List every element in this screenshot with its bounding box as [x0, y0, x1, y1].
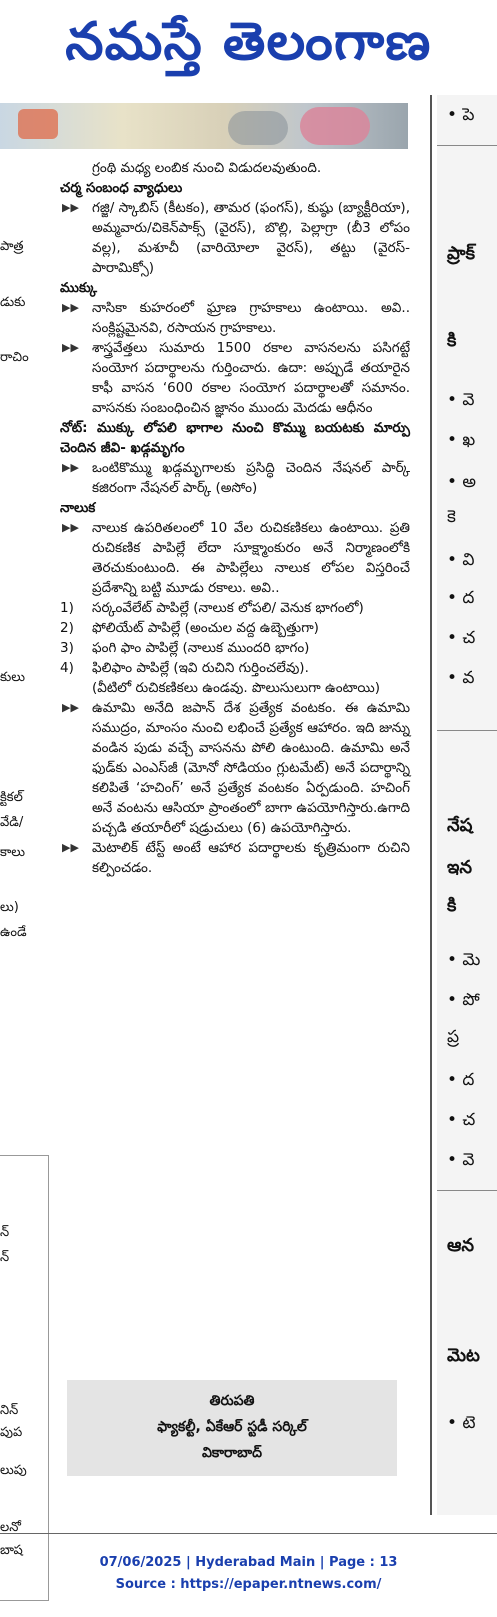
cut-off-text: • వె — [447, 390, 475, 410]
cut-off-text: పాత్ర — [0, 239, 24, 254]
cut-off-text: న్ — [0, 1250, 10, 1265]
arrow-bullet-icon: ▶▶ — [62, 521, 79, 534]
cut-off-text: బాష — [0, 1543, 23, 1558]
list-text: ఫంగి ఫాం పాపిల్లే (నాలుక ముందరి భాగం) — [92, 640, 310, 656]
list-item — [60, 618, 410, 638]
list-item: ▶▶ గజ్జి/ స్కాబిస్ (కీటకం), తామర (ఫంగస్), కుష్ఠు (బ్యాక్టీరియా), అమ్మవారు/చికెన్‌పాక్స్ (వైరస్), బొల్లి, పెల్లాగ్రా (బీ3 లోపం వల్ల), మశూచీ (వారియోలా వైరస్), తట్టు (వైరస్- పారామిక్సో) — [62, 200, 410, 276]
list-item: ▶▶ నాలుక ఉపరితలంలో 10 వేల రుచికణికలు ఉంటాయి. ప్రతి రుచికణిక పాపిల్లే లేదా సూక్ష్మాంకురం అనే నిర్మాణంలోకి తెరచుకుంటుంది. ఈ పాపిల్లేలు నాలుక లోపల విస్తరించే ప్రదేశాన్ని బట్టి మూడు రకాలు. అవి.. — [62, 520, 410, 596]
cut-off-text: మెట — [447, 1345, 480, 1366]
arrow-bullet-icon: ▶▶ — [62, 701, 79, 714]
cut-off-text: ఉండే — [0, 925, 27, 940]
source-url: Source : https://epaper.ntnews.com/ — [115, 1577, 382, 1592]
arrow-bullet-icon: ▶▶ — [62, 301, 79, 314]
arrow-bullet-icon: ▶▶ — [62, 341, 79, 354]
newspaper-title: నమస్తే తెలంగాణ — [65, 10, 432, 72]
list-text: ఫిలిఫాం పాపిల్లే (ఇవి రుచిని గుర్తించలేవు). — [92, 660, 309, 676]
tongue-heading: నాలుక — [60, 500, 96, 516]
footer-divider — [0, 1533, 497, 1534]
cut-off-text: • ద — [447, 588, 475, 608]
cut-off-text: డుకు — [0, 295, 26, 310]
photo-detail — [18, 109, 58, 139]
cut-off-text: • మె — [447, 950, 481, 970]
cut-off-text: కె — [447, 507, 456, 527]
left-column-fragments — [0, 155, 58, 1558]
edition-info: 07/06/2025 | Hyderabad Main | Page : 13 — [99, 1555, 398, 1570]
intro-line: గ్రంథి మధ్య లంబిక నుంచి విడుదలవుతుంది. — [92, 160, 322, 176]
cut-off-text: • పో — [447, 990, 480, 1010]
cut-off-text: • టె — [447, 1413, 476, 1433]
list-number: 1) — [60, 600, 74, 616]
cut-off-text: ఇన — [447, 857, 473, 878]
cut-off-text: ఆన — [447, 1235, 474, 1256]
list-text: ఫోలియేట్ పాపిల్లే (అంచుల వద్ద ఉబ్బెత్తుగా) — [92, 620, 319, 636]
divider — [437, 145, 497, 146]
list-text: సర్కంవేలేట్ పాపిల్లే (నాలుక లోపలి/ వెనుక భాగంలో) — [92, 600, 364, 616]
divider — [437, 1190, 497, 1191]
cut-off-text: • వ — [447, 668, 475, 688]
cut-off-text: క్టికల్ — [0, 790, 23, 805]
photo-strip — [0, 103, 408, 149]
cut-off-text: కి — [447, 895, 457, 916]
list-item: ▶▶ ఒంటికొమ్ము ఖడ్గమృగాలకు ప్రసిద్ధి చెందిన నేషనల్ పార్క్ కజిరంగా నేషనల్ పార్క్ (అసోం) — [62, 460, 410, 496]
masthead — [0, 0, 497, 95]
cut-off-text: • ద — [447, 1070, 475, 1090]
cut-off-text: • ఖ — [447, 430, 476, 450]
arrow-bullet-icon: ▶▶ — [62, 201, 79, 214]
photo-detail — [228, 111, 288, 145]
papillae-list — [60, 598, 410, 678]
nose-heading: ముక్కు — [60, 280, 97, 296]
author-place: వికారాబాద్ — [201, 1445, 263, 1461]
cut-off-text: ప్ర — [447, 1027, 460, 1047]
list-number: 2) — [60, 620, 74, 636]
list-number: 4) — [60, 660, 74, 676]
cut-off-text: వేడి/ — [0, 815, 24, 830]
cut-off-text: నేష — [447, 815, 473, 836]
list-note: (వీటిలో రుచికణికలు ఉండవు. పొలుసులుగా ఉంటాయి) — [92, 680, 381, 696]
cut-off-text: రాచిం — [0, 350, 29, 365]
cut-off-text: • వె — [447, 1150, 475, 1170]
list-item — [60, 598, 410, 618]
arrow-bullet-icon: ▶▶ — [62, 461, 79, 474]
cut-off-text: లనో — [0, 1520, 21, 1535]
cut-off-text: • అ — [447, 472, 477, 492]
author-org: ఫ్యాకల్టీ, ఏకేఆర్ స్టడీ సర్కిల్ — [157, 1419, 307, 1435]
cut-off-text: లుపు — [0, 1463, 27, 1478]
article-column — [60, 158, 410, 878]
author-box — [67, 1380, 397, 1476]
skin-heading: చర్మ సంబంధ వ్యాధులు — [60, 180, 183, 196]
cut-off-text: నిన్ — [0, 1403, 19, 1418]
list-item: ▶▶ నాసికా కుహరంలో ఘ్రాణ గ్రాహకాలు ఉంటాయి. అవి.. సంక్లిష్టమైనవి, రసాయన గ్రాహకాలు. — [62, 300, 410, 336]
list-item — [60, 658, 410, 678]
divider — [437, 730, 497, 731]
list-number: 3) — [60, 640, 74, 656]
cut-off-text: పుప — [0, 1425, 23, 1440]
column-divider — [430, 95, 432, 1515]
list-item — [60, 638, 410, 658]
cut-off-text: • చ — [447, 1110, 476, 1130]
list-item: ▶▶ మెటాలిక్ టేస్ట్ అంటే ఆహార పదార్థాలకు కృత్రిమంగా రుచిని కల్పించడం. — [62, 840, 410, 876]
cut-off-text: కి — [447, 330, 457, 351]
list-item: ▶▶ ఉమామి అనేది జపాన్ దేశ ప్రత్యేక వంటకం. ఈ ఉమామి సముద్రం, మాంసం నుంచి లభించే ప్రత్యేక ఆహారం. ఇది జున్ను వండిన పుడు వచ్చే వాసనను పోలి ఉంటుంది. ఉమామి అనే ఫుడ్‌కు ఎంఎస్‌జీ (మోనో సోడియం గ్లుటమేట్) అనే పదార్థాన్ని కలిపితే ‘హచింగ్’ అనే ప్రత్యేక వంటకం ఏర్పడుంది. హచింగ్ అనే వంటను ఆసియా ప్రాంతంలో బాగా ఉపయోగిస్తారు.ఉగాది పచ్చడి తయారీలో షడ్రుచులు (6) ఉపయోగిస్తారు. — [62, 700, 410, 836]
cut-off-text: • చ — [447, 628, 476, 648]
cut-off-text: • పె — [447, 105, 475, 125]
note: నోట్: ముక్కు లోపలి భాగాల నుంచి కొమ్ము బయటకు మార్పు చెందిన జీవి- ఖడ్గమృగం — [60, 420, 410, 456]
cut-off-text: కులు — [0, 670, 25, 685]
author-name: తిరుపతి — [209, 1393, 255, 1409]
cut-off-text: • వి — [447, 550, 475, 570]
cut-off-text: ప్రాక్ — [447, 243, 476, 264]
photo-detail — [300, 107, 370, 145]
right-column-fragments — [437, 95, 497, 1515]
cut-off-text: న్ — [0, 1225, 10, 1240]
list-item: ▶▶ శాస్త్రవేత్తలు సుమారు 1500 రకాల వాసనలను పసిగట్టే సంయోగ పదార్థాలను గుర్తించారు. ఉదా: అప్పుడే తయారైన కాఫీ వాసన ‘600 రకాల సంయోగ పదార్థాలతో సమానం. వాసనకు సంబంధించిన జ్ఞానం ముందు మెదడు ఆధీనం — [62, 340, 410, 416]
arrow-bullet-icon: ▶▶ — [62, 841, 79, 854]
cut-off-text: కాలు — [0, 845, 25, 860]
cut-off-text: లు) — [0, 900, 19, 915]
